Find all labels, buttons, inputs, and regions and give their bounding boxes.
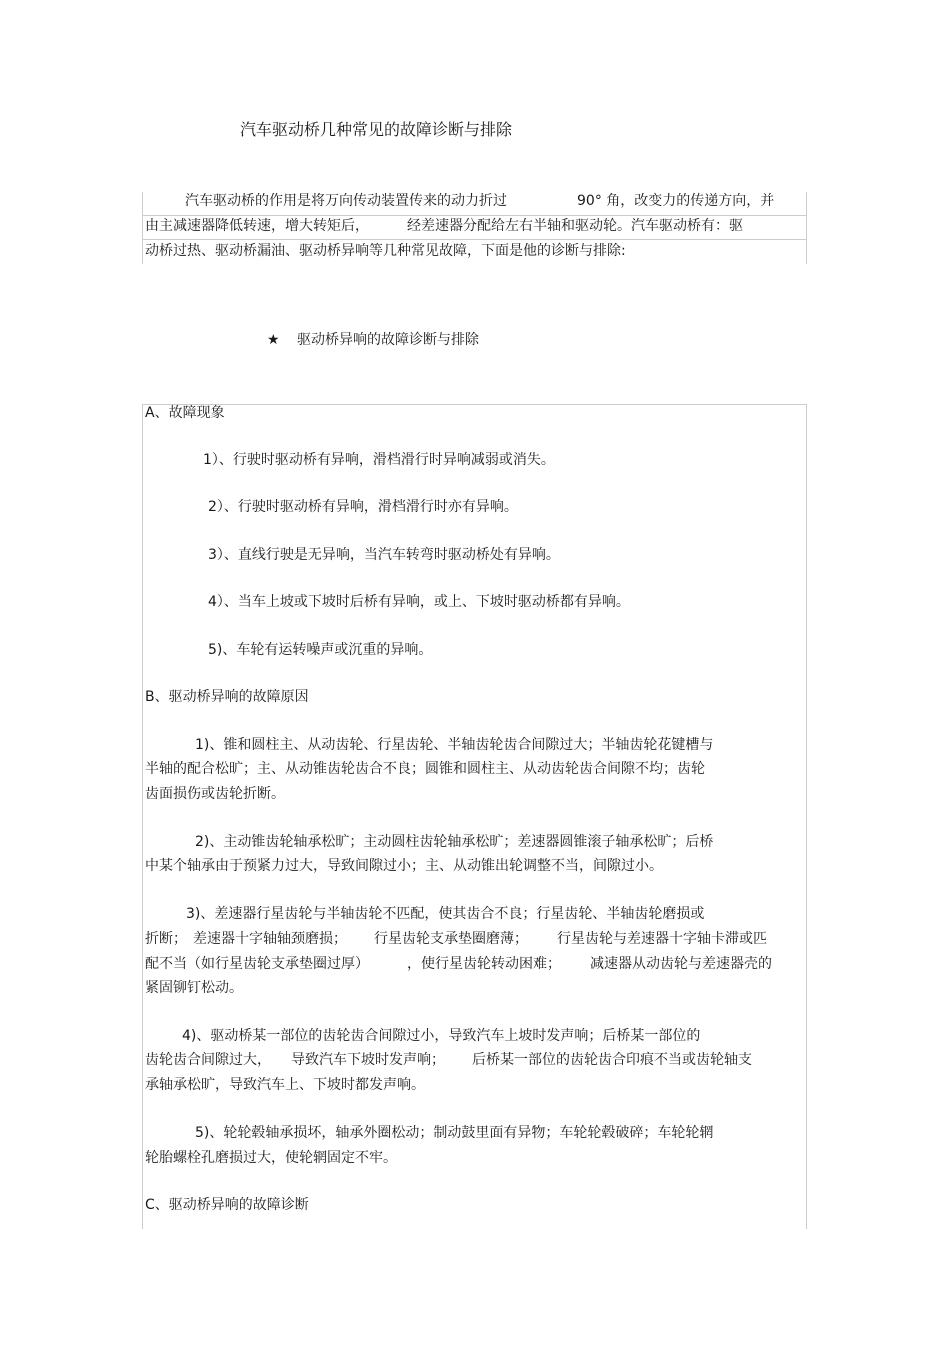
a-item-4: 4）、当车上坡或下坡时后桥有异响，或上、下坡时驱动桥都有异响。 — [208, 594, 630, 610]
b-heading: B、驱动桥异响的故障原因 — [145, 689, 309, 705]
b-p3-line-2c: 行星齿轮支承垫圈磨薄； — [374, 931, 528, 947]
b-p1-line-1: 1)、锥和圆柱主、从动齿轮、行星齿轮、半轴齿轮齿合间隙过大；半轴齿轮花键槽与 — [195, 737, 714, 753]
a-item-5: 5)、车轮有运转噪声或沉重的异响。 — [208, 642, 433, 658]
b-p3-line-3b: ，使行星齿轮转动困难； — [407, 956, 561, 972]
b-p4-line-3: 承轴承松旷，导致汽车上、下坡时都发声响。 — [145, 1077, 425, 1093]
b-p3-line-2b: 差速器十字轴轴颈磨损； — [193, 931, 347, 947]
intro-line-2b: 经差速器分配给左右半轴和驱动轮。汽车驱动桥有：驱 — [407, 218, 743, 234]
star-icon: ★ — [267, 332, 280, 348]
b-p1-line-3: 齿面损伤或齿轮折断。 — [145, 786, 285, 802]
intro-line-1a: 汽车驱动桥的作用是将万向传动装置传来的动力折过 — [185, 193, 507, 209]
b-p3-line-2a: 折断； — [145, 931, 187, 947]
intro-line-3: 动桥过热、驱动桥漏油、驱动桥异响等几种常见故障，下面是他的诊断与排除: — [145, 243, 626, 259]
b-p5-line-1: 5)、轮轮毂轴承损坏，轴承外圈松动；制动鼓里面有异物；车轮轮毂破碎；车轮轮辋 — [195, 1125, 714, 1141]
b-p3-line-4: 紧固铆钉松动。 — [145, 980, 243, 996]
b-p3-line-2d: 行星齿轮与差速器十字轴卡滞或匹 — [557, 931, 767, 947]
b-p3-line-3a: 配不当（如行星齿轮支承垫圈过厚） — [145, 956, 369, 972]
table-rule-left-main — [142, 404, 143, 1229]
section-heading: 驱动桥异响的故障诊断与排除 — [297, 332, 479, 348]
b-p4-line-2c: 后桥某一部位的齿轮齿合印痕不当或齿轮轴支 — [472, 1052, 752, 1068]
a-item-3: 3）、直线行驶是无异响，当汽车转弯时驱动桥处有异响。 — [208, 547, 560, 563]
a-item-1: 1）、行驶时驱动桥有异响，滑档滑行时异响减弱或消失。 — [203, 452, 555, 468]
intro-line-1b: 90° 角，改变力的传递方向，并 — [577, 193, 775, 209]
b-p2-line-2: 中某个轴承由于预紧力过大，导致间隙过小；主、从动锥出轮调整不当，间隙过小。 — [145, 858, 663, 874]
table-rule-right-main — [806, 404, 807, 1229]
b-p4-line-1: 4)、驱动桥某一部位的齿轮齿合间隙过小，导致汽车上坡时发声响；后桥某一部位的 — [182, 1028, 701, 1044]
document-title: 汽车驱动桥几种常见的故障诊断与排除 — [240, 120, 513, 139]
a-item-2: 2）、行驶时驱动桥有异响，滑档滑行时亦有异响。 — [208, 499, 518, 515]
table-rule-right-top — [806, 192, 807, 264]
intro-line-2a: 由主减速器降低转速，增大转矩后， — [145, 218, 369, 234]
b-p3-line-1: 3)、差速器行星齿轮与半轴齿轮不匹配，使其齿合不良；行星齿轮、半轴齿轮磨损或 — [186, 906, 705, 922]
table-rule-h2 — [142, 239, 807, 240]
b-p5-line-2: 轮胎螺栓孔磨损过大，使轮辋固定不牢。 — [145, 1150, 397, 1166]
b-p3-line-3c: 减速器从动齿轮与差速器壳的 — [590, 956, 772, 972]
b-p4-line-2a: 齿轮齿合间隙过大， — [145, 1052, 271, 1068]
b-p2-line-1: 2)、主动锥齿轮轴承松旷；主动圆柱齿轮轴承松旷；差速器圆锥滚子轴承松旷；后桥 — [195, 834, 714, 850]
a-heading: A、故障现象 — [145, 405, 225, 421]
b-p4-line-2b: 导致汽车下坡时发声响； — [291, 1052, 445, 1068]
table-rule-h1 — [142, 215, 807, 216]
b-p1-line-2: 半轴的配合松旷；主、从动锥齿轮齿合不良；圆锥和圆柱主、从动齿轮齿合间隙不均；齿轮 — [145, 761, 705, 777]
c-heading: C、驱动桥异响的故障诊断 — [145, 1197, 309, 1213]
table-rule-main-top — [142, 404, 807, 405]
table-rule-left-top — [142, 192, 143, 264]
